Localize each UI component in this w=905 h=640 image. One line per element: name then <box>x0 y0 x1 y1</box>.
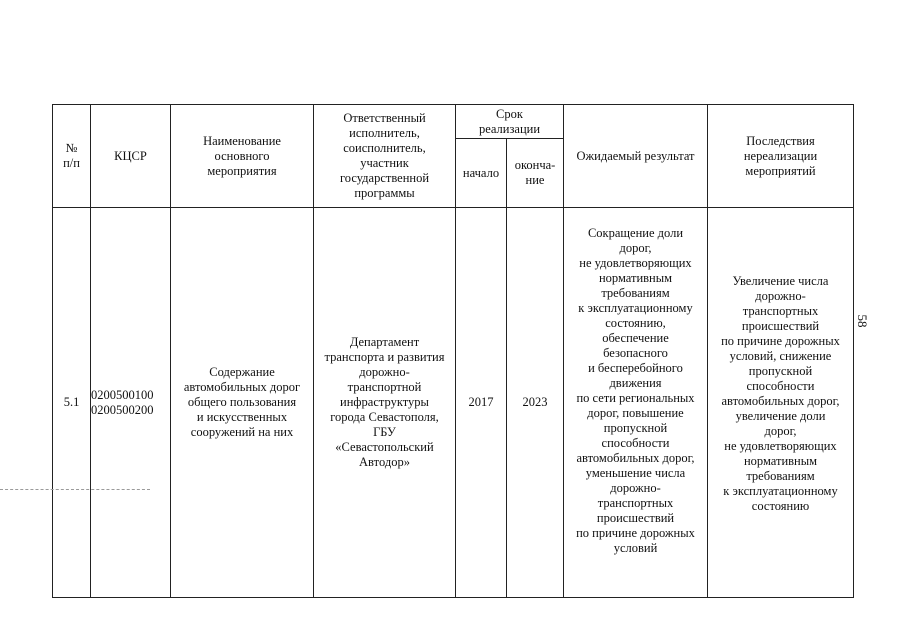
table-row <box>53 208 854 598</box>
page-number: 58 <box>855 314 870 328</box>
row-num: 5.1 <box>53 208 91 598</box>
header-num: № п/п <box>53 105 91 208</box>
row-end-year: 2023 <box>507 208 564 598</box>
header-end: оконча- ние <box>507 139 564 208</box>
header-row-1 <box>53 105 854 139</box>
scan-artifact-dashed-line <box>0 489 150 490</box>
header-measure-name: Наименование основного мероприятия <box>171 105 314 208</box>
row-measure-name: Содержание автомобильных дорог общего пользования и искусственных сооружений на них <box>171 208 314 598</box>
header-kcsr: КЦСР <box>91 105 171 208</box>
row-start-year: 2017 <box>456 208 507 598</box>
header-expected-result: Ожидаемый результат <box>564 105 708 208</box>
row-responsible: Департамент транспорта и развития дорожно- транспортной инфраструктуры города Севастополя, ГБУ «Севастопольский Автодор» <box>314 208 456 598</box>
row-kcsr-codes: 0200500100 0200500200 <box>91 208 171 598</box>
row-expected-result: Сокращение доли дорог, не удовлетворяющих нормативным требованиям к эксплуатационному состоянию, обеспечение безопасного и бесперебойного движения по сети региональных дорог, повышение пропускной способности автомобильных дорог, уменьшение числа дорожно- транспортных происшествий по причине дорожных условий <box>564 208 708 598</box>
header-start: начало <box>456 139 507 208</box>
measures-table <box>52 104 854 598</box>
row-consequences: Увеличение числа дорожно- транспортных происшествий по причине дорожных условий, снижение пропускной способности автомобильных дорог, увеличение доли дорог, не удовлетворяющих нормативным требованиям к эксплуатационному состоянию <box>708 208 854 598</box>
header-responsible: Ответственный исполнитель, соисполнитель, участник государственной программы <box>314 105 456 208</box>
header-term: Срок реализации <box>456 105 564 139</box>
header-consequences: Последствия нереализации мероприятий <box>708 105 854 208</box>
